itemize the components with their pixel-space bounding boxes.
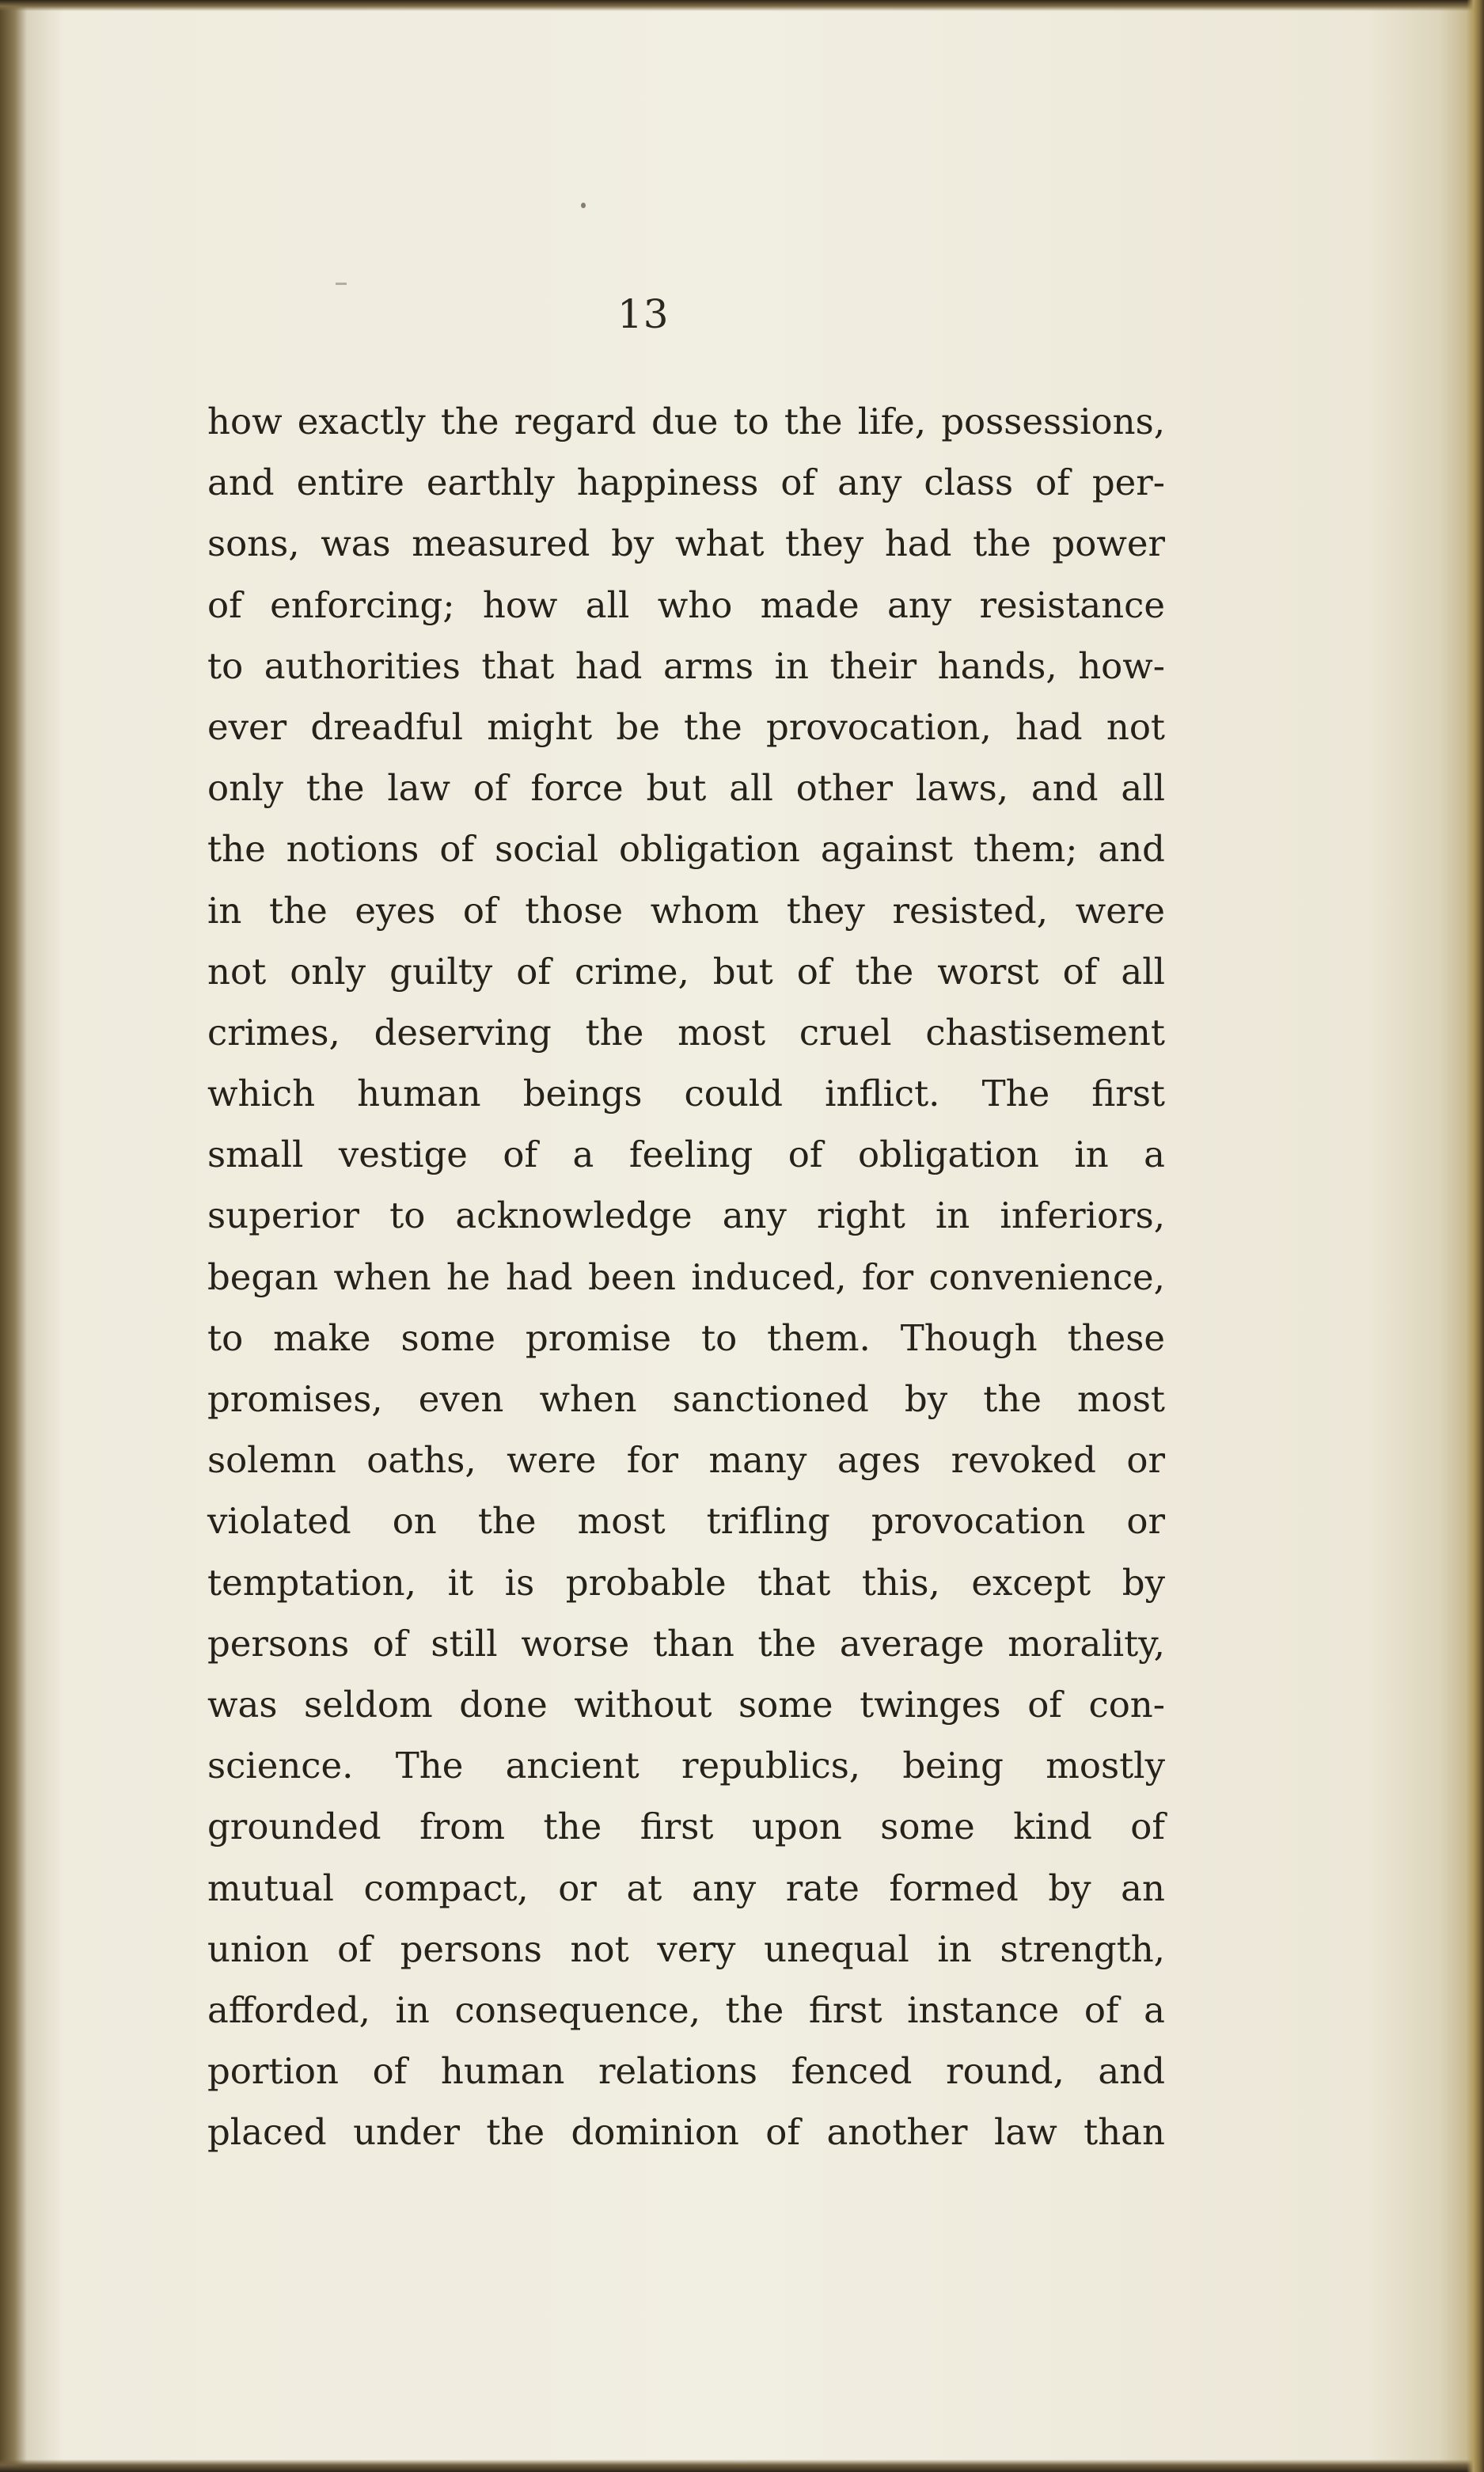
- text-line: temptation, it is probable that this, except by: [207, 1561, 1165, 1604]
- text-line: was seldom done without some twinges of con-: [207, 1683, 1165, 1726]
- text-line: of enforcing; how all who made any resistance: [207, 583, 1165, 626]
- text-line: crimes, deserving the most cruel chastisement: [207, 1011, 1165, 1054]
- page-edge-top: [0, 0, 1484, 11]
- text-line: portion of human relations fenced round, and: [207, 2050, 1165, 2093]
- text-line: the notions of social obligation against them; and: [207, 828, 1165, 871]
- text-line: violated on the most trifling provocation or: [207, 1500, 1165, 1543]
- page-number: 13: [617, 291, 670, 337]
- text-line: union of persons not very unequal in strength,: [207, 1927, 1165, 1970]
- text-line: small vestige of a feeling of obligation in a: [207, 1133, 1165, 1176]
- page-edge-bottom: [0, 2459, 1484, 2472]
- page-edge-right: [1467, 0, 1484, 2472]
- text-line: sons, was measured by what they had the power: [207, 522, 1165, 565]
- text-line: and entire earthly happiness of any class of per-: [207, 461, 1165, 504]
- stray-mark: [336, 283, 347, 285]
- ink-fleck: [581, 203, 586, 208]
- text-line: placed under the dominion of another law than: [207, 2111, 1165, 2154]
- text-line: began when he had been induced, for convenience,: [207, 1255, 1165, 1298]
- text-line: only the law of force but all other laws, and all: [207, 767, 1165, 810]
- text-line: superior to acknowledge any right in inferiors,: [207, 1194, 1165, 1237]
- text-line: mutual compact, or at any rate formed by an: [207, 1866, 1165, 1909]
- text-line: science. The ancient republics, being mostly: [207, 1745, 1165, 1787]
- text-line: ever dreadful might be the provocation, had not: [207, 705, 1165, 748]
- text-line: solemn oaths, were for many ages revoked or: [207, 1439, 1165, 1482]
- body-text: [207, 391, 1165, 2163]
- text-line: how exactly the regard due to the life, possessions,: [207, 401, 1165, 442]
- text-line: persons of still worse than the average morality,: [207, 1622, 1165, 1665]
- text-line: not only guilty of crime, but of the worst of all: [207, 950, 1165, 993]
- text-line: grounded from the first upon some kind of: [207, 1806, 1165, 1848]
- text-line: to make some promise to them. Though these: [207, 1316, 1165, 1359]
- text-line: to authorities that had arms in their hands, how-: [207, 644, 1165, 687]
- text-line: promises, even when sanctioned by the most: [207, 1378, 1165, 1420]
- text-line: which human beings could inflict. The first: [207, 1073, 1165, 1115]
- text-line: in the eyes of those whom they resisted, were: [207, 889, 1165, 932]
- text-line: afforded, in consequence, the first instance of a: [207, 1988, 1165, 2031]
